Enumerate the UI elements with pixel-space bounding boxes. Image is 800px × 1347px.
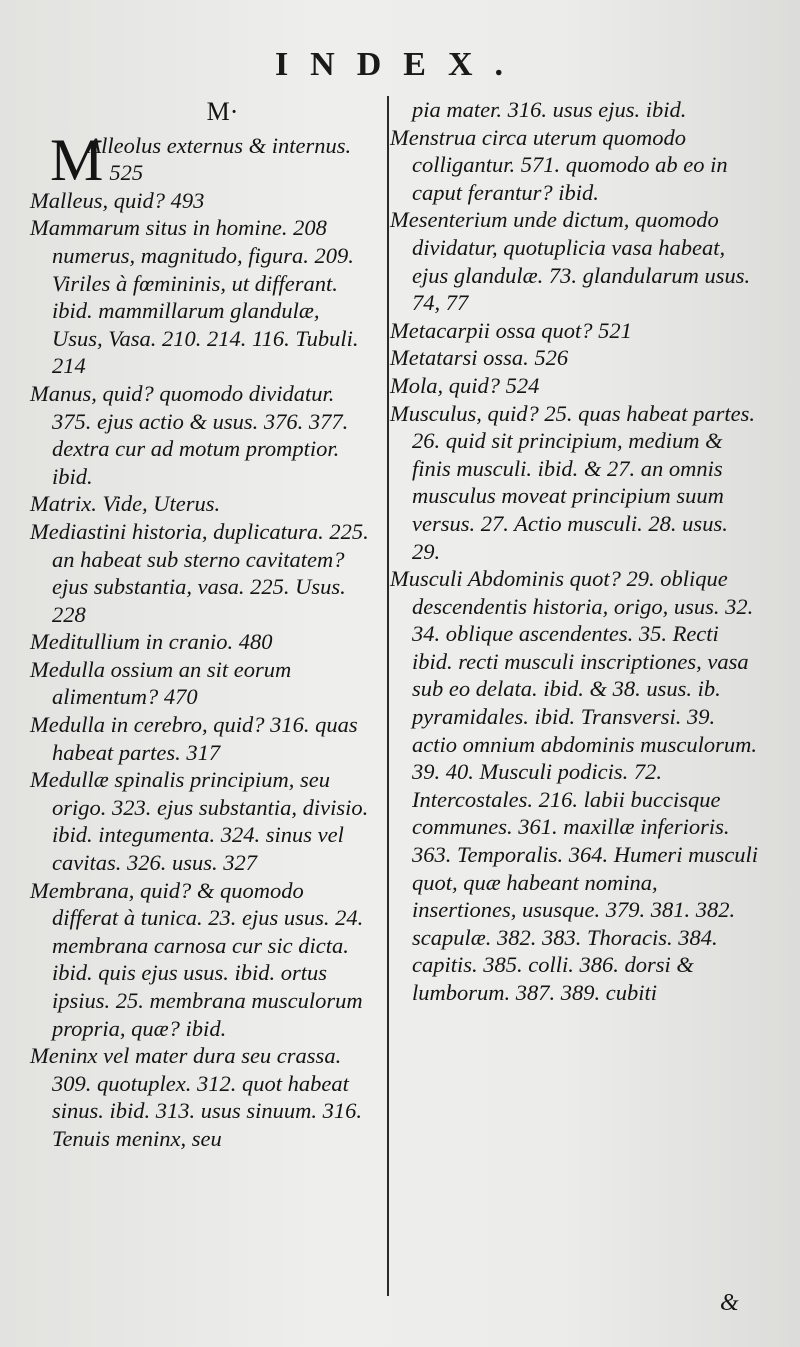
index-entry: Mediastini historia, duplicatura. 225. an habeat sub sterno cavitatem? ejus substantia, vasa. 225. Usus. 228 [30, 518, 369, 627]
index-entry: Musculus, quid? 25. quas habeat partes. 26. quid sit principium, medium & finis musculi. ibid. & 27. an omnis musculus moveat principium suum versus. 27. Actio musculi. 28. usus. 29. [390, 400, 755, 564]
section-letter: M· [206, 97, 239, 126]
index-entry: Meninx vel mater dura seu crassa. 309. quotuplex. 312. quot habeat sinus. ibid. 313. usus sinuum. 316. Tenuis meninx, seu [30, 1043, 363, 1151]
page-header: INDEX. [274, 46, 526, 83]
left-column [30, 96, 375, 1153]
index-entry: pia mater. 316. usus ejus. ibid. [412, 97, 687, 122]
entry-text: Alleolus externus & internus. 525 [87, 132, 352, 186]
index-entry: Mola, quid? 524 [390, 372, 540, 398]
catchword: & [720, 1290, 739, 1316]
index-entry: Musculi Abdominis quot? 29. oblique descendentis historia, origo, usus. 32. 34. oblique ascendentes. 35. Recti ibid. recti musculi inscriptiones, vasa sub eo delata. ibid. & 38. usus. ib. pyramidales. ibid. Transversi. 39. actio omnium abdominis musculorum. 39. 40. Musculi podicis. 72. Intercostales. 216. labii buccisque communes. 361. maxillæ inferioris. 363. Temporalis. 364. Humeri musculi quot, quæ habeant nomina, insertiones, ususque. 379. 381. 382. scapulæ. 382. 383. Thoracis. 384. capitis. 385. colli. 386. dorsi & lumborum. 387. 389. cubiti [390, 566, 759, 1005]
index-entry: Medulla in cerebro, quid? 316. quas habeat partes. 317 [30, 712, 358, 765]
column-divider [387, 96, 389, 1296]
index-entry: Meditullium in cranio. 480 [30, 629, 273, 655]
index-entry: Menstrua circa uterum quomodo colligantur. 571. quomodo ab eo in caput ferantur? ibid. [390, 124, 728, 205]
index-entry: Membrana, quid? & quomodo differat à tunica. 23. ejus usus. 24. membrana carnosa cur sic dicta. ibid. quis ejus usus. ibid. ortus ipsius. 25. membrana musculorum propria, quæ? ibid. [30, 877, 364, 1041]
drop-cap: M [50, 126, 104, 193]
right-column [390, 96, 760, 1007]
index-entry: Mesenterium unde dictum, quomodo dividatur, quotuplicia vasa habeat, ejus glandulæ. 73. glandularum usus. 74, 77 [390, 207, 751, 316]
index-entry: Metatarsi ossa. 526 [390, 345, 569, 371]
index-entry: Mammarum situs in homine. 208 numerus, magnitudo, figura. 209. Viriles à fœmininis, ut differant. ibid. mammillarum glandulæ, Usus, Vasa. 210. 214. 116. Tubuli. 214 [30, 215, 359, 379]
index-entry: Matrix. Vide, Uterus. [30, 491, 221, 517]
index-entry: Medullæ spinalis principium, seu origo. 323. ejus substantia, divisio. ibid. integumenta. 324. sinus vel cavitas. 326. usus. 327 [30, 767, 369, 876]
index-entry: Malleus, quid? 493 [30, 187, 205, 213]
index-entry: Manus, quid? quomodo dividatur. 375. ejus actio & usus. 376. 377. dextra cur ad motum promptior. ibid. [30, 380, 349, 489]
index-entry: Metacarpii ossa quot? 521 [390, 317, 632, 343]
index-entry [30, 126, 375, 193]
index-entry: Medulla ossium an sit eorum alimentum? 470 [30, 656, 292, 710]
